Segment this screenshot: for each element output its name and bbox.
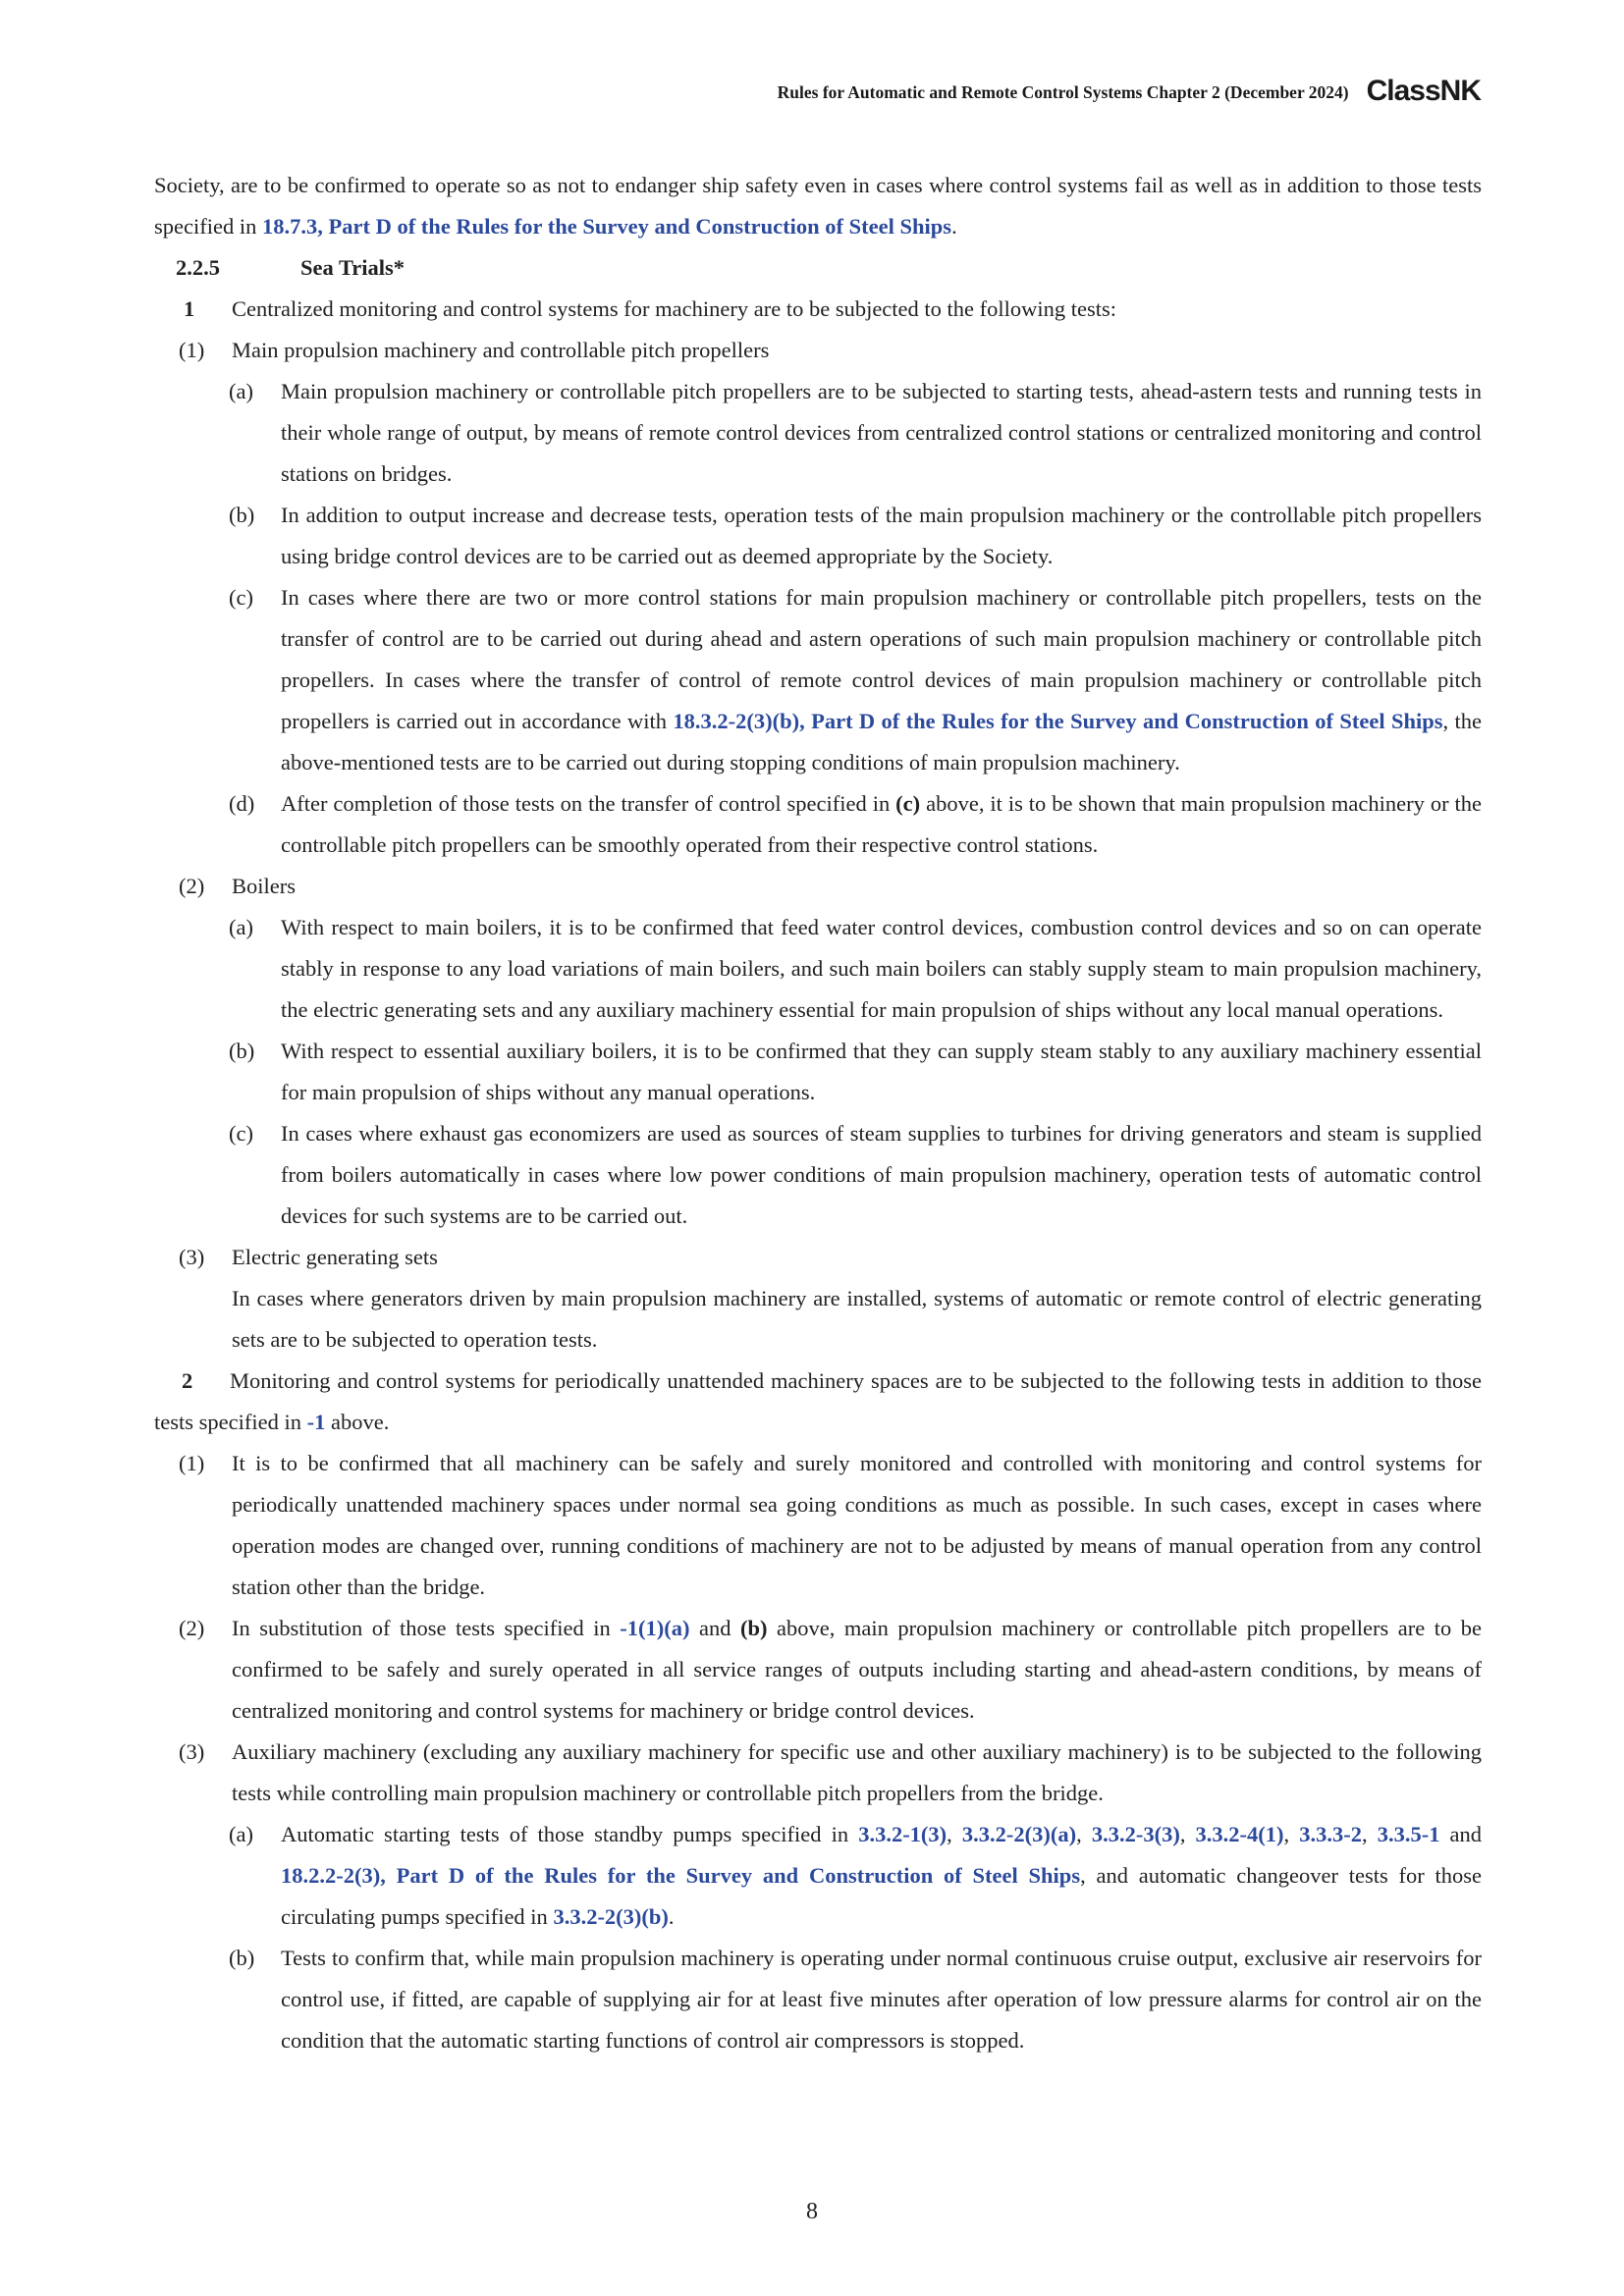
subitem-1-1-c (156, 577, 1482, 783)
intro-paragraph: Society, are to be confirmed to operate so as not to endanger ship safety even in cases where control systems fail as well as in addition to those tests specified in 18.7.3, Part D of the Rules for the Survey and Construction of Steel Ships. (154, 173, 1482, 239)
rule-reference-link[interactable]: -1(1)(a) (620, 1616, 690, 1640)
subitem-text: In cases where exhaust gas economizers are used as sources of steam supplies to turbines for driving generators and steam is supplied from boilers automatically in cases where low power conditions of main propulsion machinery, operation tests of automatic control devices for such systems are to be carried out. (281, 1121, 1482, 1228)
section-number: 2.2.5 (176, 255, 220, 280)
subitem-text: Automatic starting tests of those standby pumps specified in 3.3.2-1(3), 3.3.2-2(3)(a), 3.3.2-3(3), 3.3.2-4(1), 3.3.3-2, 3.3.5-1 and 18.2.2-2(3), Part D of the Rules for the Survey and Construction of Steel Ships, and automatic changeover tests for those circulating pumps specified in 3.3.2-2(3)(b). (281, 1822, 1483, 1929)
item-label: (2) (179, 1616, 205, 1640)
subitem-1-1-b (156, 495, 1482, 577)
section-heading (156, 247, 1482, 289)
subitem-text: After completion of those tests on the transfer of control specified in (c) above, it is to be shown that main propulsion machinery or the controllable pitch propellers can be smoothly operated from their respective control stations. (281, 791, 1483, 857)
paragraph-number: 2 (182, 1368, 193, 1393)
subitem-label: (a) (229, 379, 253, 403)
subitem-label: (d) (229, 791, 255, 816)
subitem-text: With respect to main boilers, it is to be confirmed that feed water control devices, combustion control devices and so on can operate stably in response to any load variations of main boilers, and such main boilers can stably supply steam to main propulsion machinery, the electric generating sets and any auxiliary machinery essential for main propulsion of ships without any local manual operations. (281, 915, 1482, 1022)
classnk-logo: ClassNK (1366, 75, 1481, 107)
subitem-label: (c) (229, 585, 253, 610)
item-1-3 (156, 1237, 1482, 1278)
subitem-1-1-d (156, 783, 1482, 866)
rule-reference-link[interactable]: 3.3.2-4(1) (1195, 1822, 1284, 1846)
item-text: Electric generating sets (232, 1245, 438, 1269)
header-title: Rules for Automatic and Remote Control Systems Chapter 2 (December 2024) (777, 82, 1349, 102)
subitem-text: In addition to output increase and decrease tests, operation tests of the main propulsion machinery or the controllable pitch propellers using bridge control devices are to be carried out as deemed appropriate by the Society. (281, 503, 1482, 568)
item-text: It is to be confirmed that all machinery can be safely and surely monitored and controlled with monitoring and control systems for periodically unattended machinery spaces under normal sea going conditions as much as possible. In such cases, except in cases where operation modes are changed over, running conditions of machinery are not to be adjusted by means of manual operation from any control station other than the bridge. (232, 1451, 1482, 1599)
rule-reference-link[interactable]: 3.3.2-1(3) (858, 1822, 947, 1846)
item-label: (1) (179, 1451, 205, 1475)
item-1-3-continuation: In cases where generators driven by main propulsion machinery are installed, systems of automatic or remote control of electric generating sets are to be subjected to operation tests. (232, 1286, 1482, 1352)
item-1-1 (156, 330, 1482, 371)
item-text: In substitution of those tests specified in -1(1)(a) and (b) above, main propulsion machinery or controllable pitch propellers are to be confirmed to be safely and surely operated in all service ranges of outputs including starting and ahead-astern conditions, by means of centralized monitoring and control systems for machinery or bridge control devices. (232, 1616, 1482, 1723)
rule-reference-link[interactable]: 18.2.2-2(3), Part D of the Rules for the Survey and Construction of Steel Ships (281, 1863, 1081, 1888)
item-label: (2) (179, 874, 205, 898)
item-1-2 (156, 866, 1482, 907)
subitem-label: (b) (229, 1039, 255, 1063)
subitem-text: With respect to essential auxiliary boilers, it is to be confirmed that they can supply steam stably to any auxiliary machinery essential for main propulsion of ships without any manual operations. (281, 1039, 1482, 1104)
subitem-label: (b) (229, 1946, 255, 1970)
item-label: (3) (179, 1739, 205, 1764)
subitem-1-2-a (156, 907, 1482, 1031)
section-title: Sea Trials* (300, 255, 406, 280)
rule-reference-link[interactable]: 18.7.3, Part D of the Rules for the Survey and Construction of Steel Ships (261, 214, 952, 239)
subitem-1-2-c (156, 1113, 1482, 1237)
rule-reference-link[interactable]: 3.3.2-2(3)(b) (553, 1904, 669, 1929)
paragraph-2: 2 Monitoring and control systems for periodically unattended machinery spaces are to be subjected to the following tests in addition to those tests specified in -1 above. (154, 1361, 1482, 1443)
paragraph-number: 1 (184, 296, 195, 321)
subitem-label: (a) (229, 1822, 253, 1846)
rule-reference-link[interactable]: 3.3.2-2(3)(a) (961, 1822, 1077, 1846)
rule-reference-link[interactable]: 3.3.2-3(3) (1091, 1822, 1180, 1846)
page-number: 8 (806, 2199, 818, 2224)
document-body (156, 165, 1482, 2061)
item-2-3 (156, 1732, 1482, 1814)
subitem-text: Tests to confirm that, while main propulsion machinery is operating under normal continuous cruise output, exclusive air reservoirs for control use, if fitted, are capable of supplying air for at least five minutes after operation of low pressure alarms for control air on the condition that the automatic starting functions of control air compressors is stopped. (281, 1946, 1482, 2053)
item-label: (1) (179, 338, 205, 362)
subitem-2-3-b (156, 1938, 1482, 2061)
page-header (0, 75, 1481, 108)
subitem-text: In cases where there are two or more control stations for main propulsion machinery or controllable pitch propellers, tests on the transfer of control are to be carried out during ahead and astern operations of such main propulsion machinery or controllable pitch propellers. In cases where the transfer of control of remote control devices of main propulsion machinery or controllable pitch propellers is carried out in accordance with 18.3.2-2(3)(b), Part D of the Rules for the Survey and Construction of Steel Ships, the above-mentioned tests are to be carried out during stopping conditions of main propulsion machinery. (281, 585, 1482, 774)
subitem-label: (c) (229, 1121, 253, 1146)
paragraph-1: 1 Centralized monitoring and control systems for machinery are to be subjected to the following tests: (156, 289, 1482, 330)
subitem-label: (b) (229, 503, 255, 527)
subitem-text: Main propulsion machinery or controllable pitch propellers are to be subjected to starting tests, ahead-astern tests and running tests in their whole range of output, by means of remote control devices from centralized control stations or centralized monitoring and control stations on bridges. (281, 379, 1482, 486)
subitem-label: (a) (229, 915, 253, 939)
subitem-1-2-b (156, 1031, 1482, 1113)
rule-reference-link[interactable]: 18.3.2-2(3)(b), Part D of the Rules for the Survey and Construction of Steel Ships (673, 709, 1443, 733)
item-2-1 (156, 1443, 1482, 1608)
item-2-2 (156, 1608, 1482, 1732)
subitem-1-1-a (156, 371, 1482, 495)
item-text: Main propulsion machinery and controllable pitch propellers (232, 338, 770, 362)
rule-reference-link[interactable]: 3.3.5-1 (1377, 1822, 1440, 1846)
item-text: Boilers (232, 874, 296, 898)
item-text: Auxiliary machinery (excluding any auxiliary machinery for specific use and other auxiliary machinery) is to be subjected to the following tests while controlling main propulsion machinery or controllable pitch propellers from the bridge. (232, 1739, 1482, 1805)
rule-reference-link[interactable]: -1 (306, 1410, 326, 1434)
subitem-2-3-a (156, 1814, 1482, 1938)
rule-reference-link[interactable]: 3.3.3-2 (1299, 1822, 1362, 1846)
item-label: (3) (179, 1245, 205, 1269)
